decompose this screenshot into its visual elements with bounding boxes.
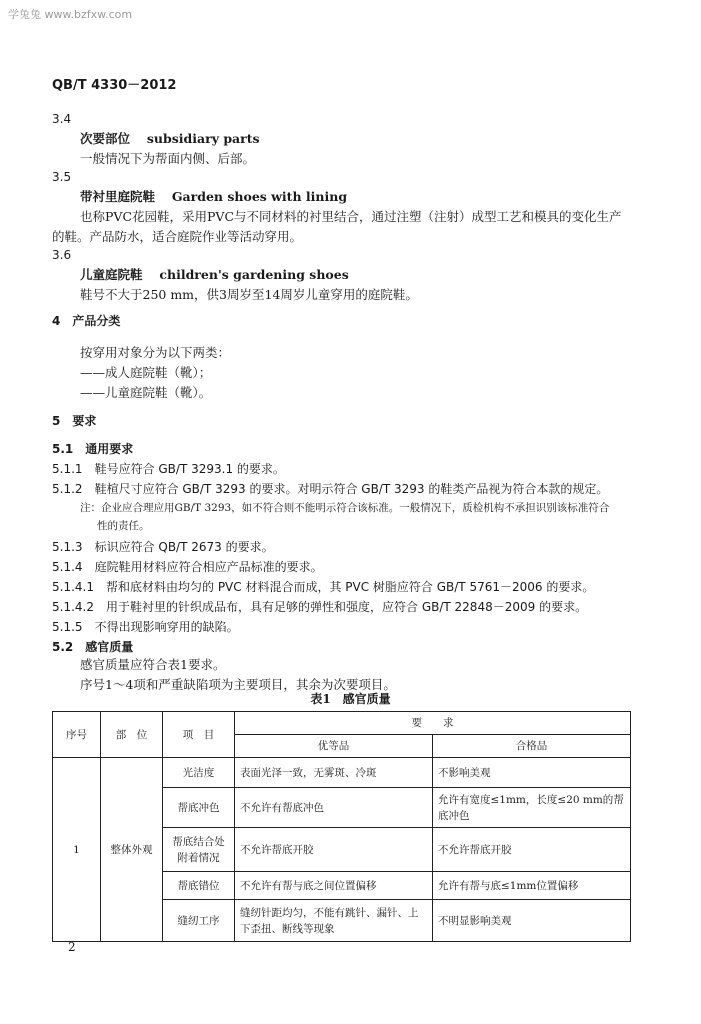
list-item: ——成人庭院鞋（靴）； [80, 365, 212, 380]
section-heading: 4 产品分类 [52, 314, 121, 328]
clause-5-1-5: 5.1.5 不得出现影响穿用的缺陷。 [52, 620, 239, 634]
cell-item: 帮底冲色 [163, 788, 235, 828]
term-body: 鞋号不大于250 mm，供3周岁至14周岁儿童穿用的庭院鞋。 [80, 287, 418, 302]
cell-qualified: 允许有宽度≤1mm，长度≤20 mm的帮底冲色 [433, 788, 631, 828]
clause-5-1-4: 5.1.4 庭院鞋用材料应符合相应产品标准的要求。 [52, 560, 323, 574]
section-heading: 5.1 通用要求 [52, 442, 134, 456]
section-heading: 5.2 感官质量 [52, 640, 134, 654]
cell-item: 帮底结合处附着情况 [163, 828, 235, 872]
cell-qualified: 不明显影响美观 [433, 900, 631, 942]
header-part: 部 位 [101, 712, 163, 758]
cell-superior: 不允许帮底开胶 [235, 828, 433, 872]
table-row [53, 758, 631, 788]
standard-code-header: QB/T 4330－2012 [52, 78, 177, 93]
cell-item: 帮底错位 [163, 872, 235, 900]
header-superior: 优等品 [235, 735, 433, 758]
clause-5-1-2: 5.1.2 鞋楦尺寸应符合 GB/T 3293 的要求。对明示符合 GB/T 3293 的鞋类产品视为符合本款的规定。 [52, 482, 609, 496]
cell-part: 整体外观 [101, 758, 163, 942]
sensory-quality-table [52, 711, 631, 942]
term-title: 次要部位 subsidiary parts [80, 131, 260, 146]
term-title: 儿童庭院鞋 children's gardening shoes [80, 267, 349, 282]
section-body: 序号1～4项和严重缺陷项为主要项目，其余为次要项目。 [80, 677, 396, 692]
cell-qualified: 不允许帮底开胶 [433, 828, 631, 872]
watermark: 学兔兔 www.bzfxw.com [8, 8, 133, 21]
cell-qualified: 不影响美观 [433, 758, 631, 788]
cell-superior: 缝纫针距均匀，不能有跳针、漏针、上下歪扭、断线等现象 [235, 900, 433, 942]
section-number: 3.4 [52, 112, 72, 126]
section-heading: 5 要求 [52, 414, 97, 428]
table-header-row [53, 712, 631, 735]
note-line1: 注：企业应合理应用GB/T 3293，如不符合则不能明示符合该标准。一般情况下，质检机构不承担识别该标准符合 [80, 502, 610, 514]
cell-qualified: 允许有帮与底≤1mm位置偏移 [433, 872, 631, 900]
section-number: 3.6 [52, 248, 72, 262]
list-item: ——儿童庭院鞋（靴）。 [80, 385, 212, 400]
term-title: 带衬里庭院鞋 Garden shoes with lining [80, 189, 348, 204]
section-body: 按穿用对象分为以下两类： [80, 345, 231, 360]
term-body-line1: 也称PVC花园鞋，采用PVC与不同材料的衬里结合，通过注塑（注射）成型工艺和模具的变化生产 [80, 209, 622, 224]
header-requirement: 要 求 [235, 712, 631, 735]
page-number: 2 [68, 940, 76, 954]
clause-5-1-4-2: 5.1.4.2 用于鞋衬里的针织成品布，具有足够的弹性和强度，应符合 GB/T 22848－2009 的要求。 [52, 600, 588, 614]
cell-superior: 表面光泽一致，无雾斑、冷斑 [235, 758, 433, 788]
header-item: 项 目 [163, 712, 235, 758]
cell-item: 缝纫工序 [163, 900, 235, 942]
term-body-line2: 的鞋。产品防水，适合庭院作业等活动穿用。 [52, 229, 303, 244]
section-body: 感官质量应符合表1要求。 [80, 657, 226, 672]
section-number: 3.5 [52, 170, 72, 184]
header-qualified: 合格品 [433, 735, 631, 758]
header-no: 序号 [53, 712, 101, 758]
cell-superior: 不允许有帮与底之间位置偏移 [235, 872, 433, 900]
term-body: 一般情况下为帮面内侧、后部。 [80, 151, 256, 166]
table-caption: 表1 感官质量 [310, 692, 391, 706]
clause-5-1-3: 5.1.3 标识应符合 QB/T 2673 的要求。 [52, 540, 274, 554]
note-line2: 性的责任。 [97, 520, 150, 532]
cell-no: 1 [53, 758, 101, 942]
cell-item: 光洁度 [163, 758, 235, 788]
clause-5-1-1: 5.1.1 鞋号应符合 GB/T 3293.1 的要求。 [52, 462, 285, 476]
clause-5-1-4-1: 5.1.4.1 帮和底材料由均匀的 PVC 材料混合而成，其 PVC 树脂应符合 GB/T 5761－2006 的要求。 [52, 580, 595, 594]
cell-superior: 不允许有帮底冲色 [235, 788, 433, 828]
